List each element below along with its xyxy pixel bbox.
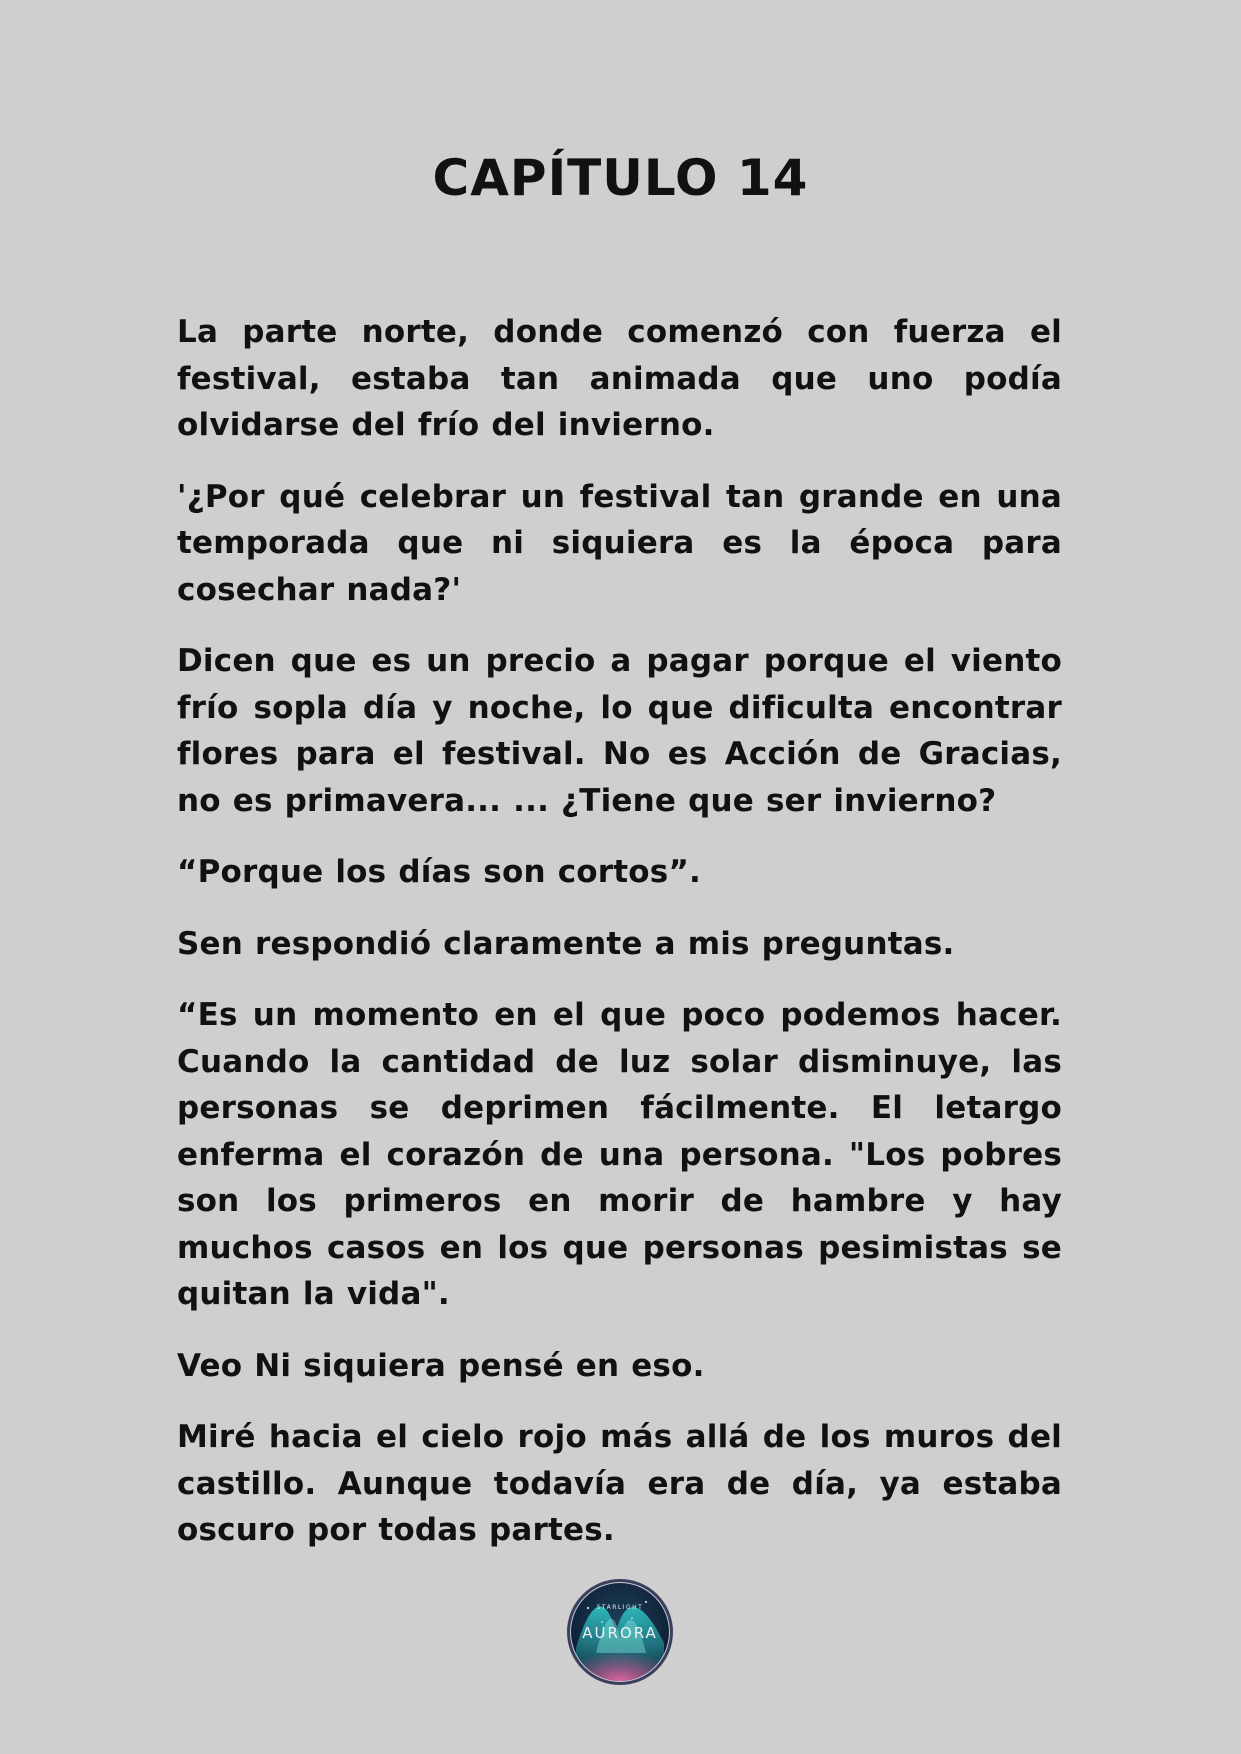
chapter-body (177, 309, 1062, 1579)
aurora-logo (566, 1578, 674, 1686)
paragraph: “Es un momento en el que poco podemos hacer. Cuando la cantidad de luz solar disminuye, las personas se deprimen fácilmente. El letargo enferma el corazón de una persona. "Los pobres son los primeros en morir de hambre y hay muchos casos en los que personas pesimistas se quitan la vida". (177, 997, 1062, 1312)
paragraph: Dicen que es un precio a pagar porque el viento frío sopla día y noche, lo que dificulta encontrar flores para el festival. No es Acción de Gracias, no es primavera... ... ¿Tiene que ser invierno? (177, 643, 1062, 819)
chapter-title: CAPÍTULO 14 (432, 149, 809, 207)
logo-top-text: STARLIGHT (596, 1604, 644, 1611)
paragraph: '¿Por qué celebrar un festival tan grande en una temporada que ni siquiera es la época para cosechar nada?' (177, 478, 1062, 608)
paragraph: “Porque los días son cortos”. (177, 854, 701, 890)
logo-main-text: AURORA (582, 1624, 658, 1642)
paragraph: Miré hacia el cielo rojo más allá de los muros del castillo. Aunque todavía era de día, ya estaba oscuro por todas partes. (177, 1419, 1062, 1548)
paragraph: Sen respondió claramente a mis preguntas. (177, 925, 955, 962)
paragraph: La parte norte, donde comenzó con fuerza el festival, estaba tan animada que uno podía olvidarse del frío del invierno. (177, 314, 1062, 443)
paragraph: Veo Ni siquiera pensé en eso. (177, 1347, 705, 1384)
